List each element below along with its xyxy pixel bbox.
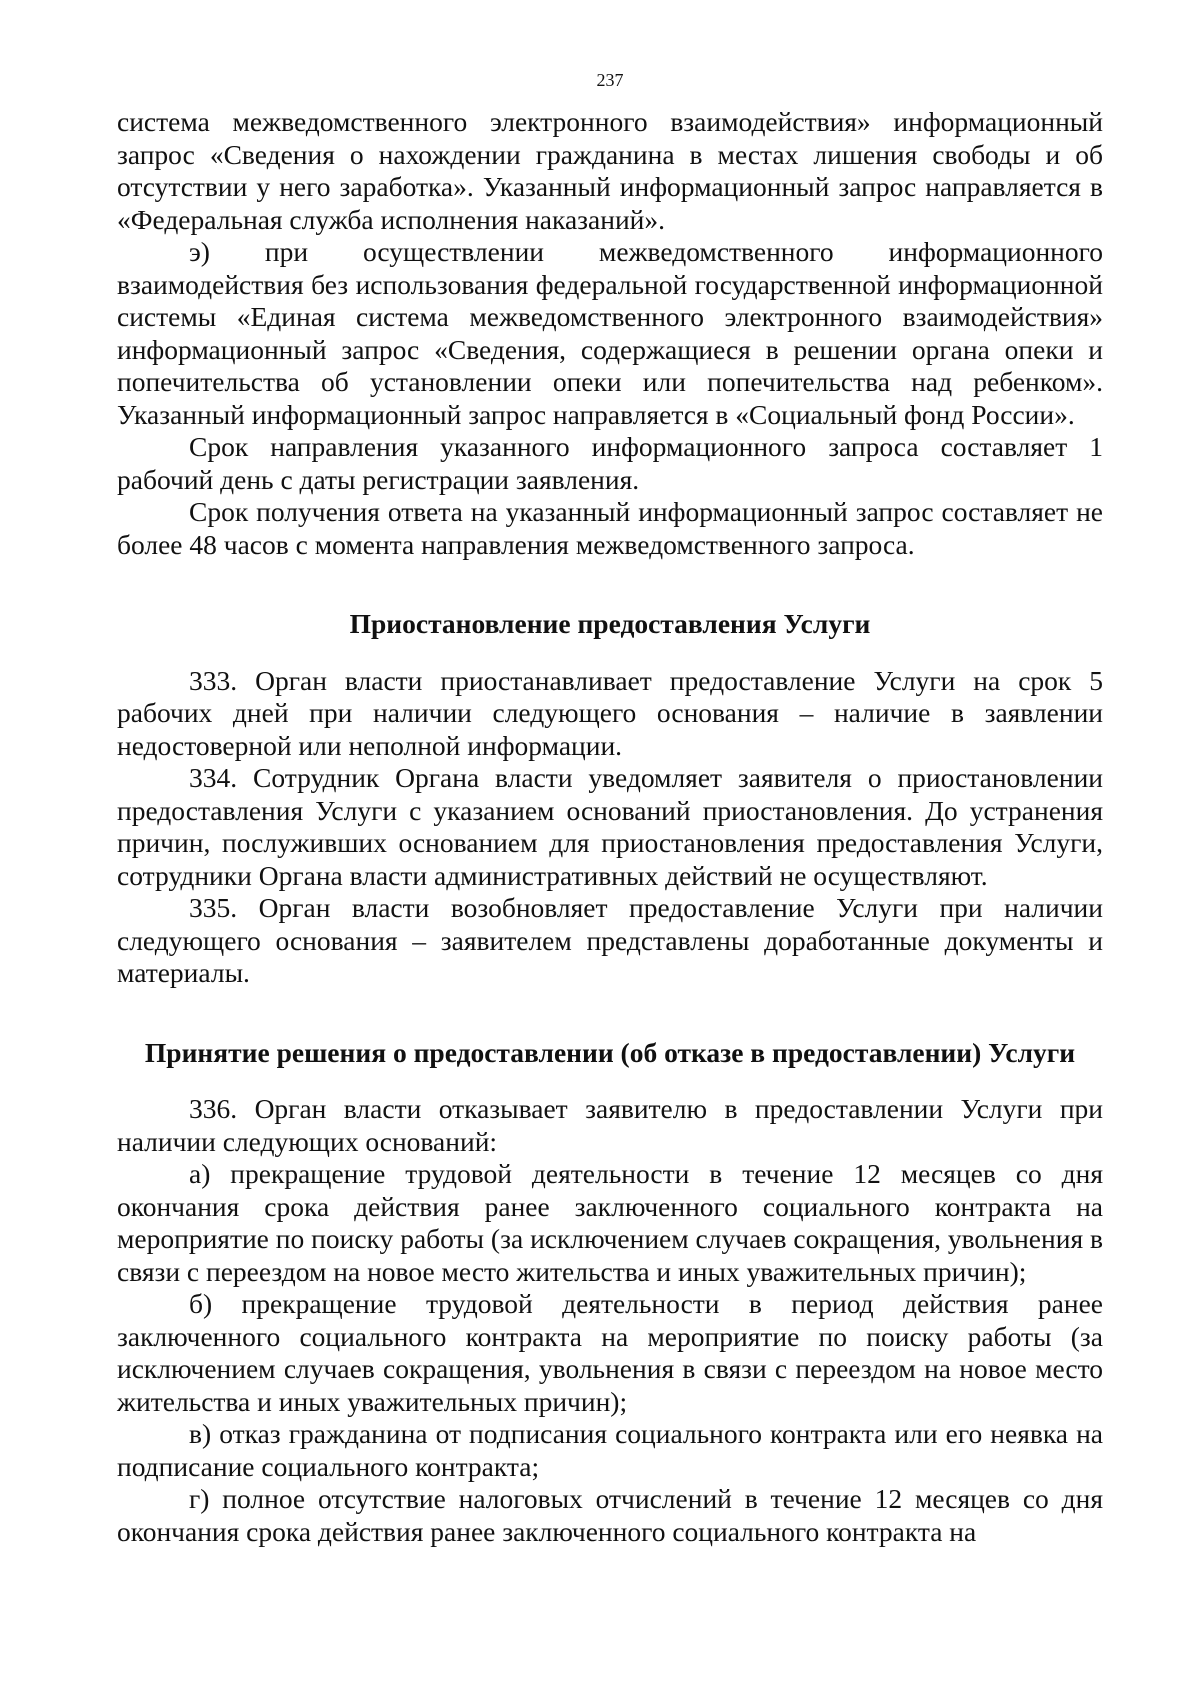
paragraph-response-deadline: Срок получения ответа на указанный информационный запрос составляет не более 48 часов с момента направления межведомственного запроса. (117, 496, 1103, 560)
paragraph-item-v: в) отказ гражданина от подписания социального контракта или его неявка на подписание социального контракта; (117, 1418, 1103, 1482)
document-page (117, 68, 1103, 1548)
paragraph-item-a: а) прекращение трудовой деятельности в течение 12 месяцев со дня окончания срока действия ранее заключенного социального контракта на мероприятие по поиску работы (за исключением случаев сокращения, увольнения в связи с переездом на новое место жительства и иных уважительных причин); (117, 1158, 1103, 1287)
paragraph-fssp-request: система межведомственного электронного взаимодействия» информационный запрос «Сведения о нахождении гражданина в местах лишения свободы и об отсутствии у него заработка». Указанный информационный запрос направляется в «Федеральная служба исполнения наказаний». (117, 106, 1103, 235)
paragraph-333: 333. Орган власти приостанавливает предоставление Услуги на срок 5 рабочих дней при наличии следующего основания – наличие в заявлении недостоверной или неполной информации. (117, 664, 1103, 761)
paragraph-334: 334. Сотрудник Органа власти уведомляет заявителя о приостановлении предоставления Услуги с указанием оснований приостановления. До устранения причин, послуживших основанием для приостановления предоставления Услуги, сотрудники Органа власти административных действий не осуществляют. (117, 762, 1103, 891)
spacer (117, 1069, 1103, 1093)
page-number: 237 (596, 70, 624, 90)
paragraph-335: 335. Орган власти возобновляет предоставление Услуги при наличии следующего основания – заявителем представлены доработанные документы и материалы. (117, 892, 1103, 988)
spacer (117, 641, 1103, 665)
spacer (117, 990, 1103, 1037)
section-heading-decision: Принятие решения о предоставлении (об отказе в предоставлении) Услуги (144, 1036, 1076, 1068)
paragraph-336: 336. Орган власти отказывает заявителю в предоставлении Услуги при наличии следующих оснований: (117, 1093, 1103, 1157)
spacer (117, 561, 1103, 608)
paragraph-request-deadline: Срок направления указанного информационного запроса составляет 1 рабочий день с даты регистрации заявления. (117, 431, 1103, 495)
section-heading-suspension: Приостановление предоставления Услуги (349, 608, 871, 639)
paragraph-item-b: б) прекращение трудовой деятельности в период действия ранее заключенного социального контракта на мероприятие по поиску работы (за исключением случаев сокращения, увольнения в связи с переездом на новое место жительства и иных уважительных причин); (117, 1288, 1103, 1417)
paragraph-item-g: г) полное отсутствие налоговых отчислений в течение 12 месяцев со дня окончания срока действия ранее заключенного социального контракта на (117, 1483, 1103, 1547)
paragraph-item-e: э) при осуществлении межведомственного информационного взаимодействия без использования федеральной государственной информационной системы «Единая система межведомственного электронного взаимодействия» информационный запрос «Сведения, содержащиеся в решении органа опеки и попечительства об установлении опеки или попечительства над ребенком». Указанный информационный запрос направляется в «Социальный фонд России». (117, 236, 1103, 430)
